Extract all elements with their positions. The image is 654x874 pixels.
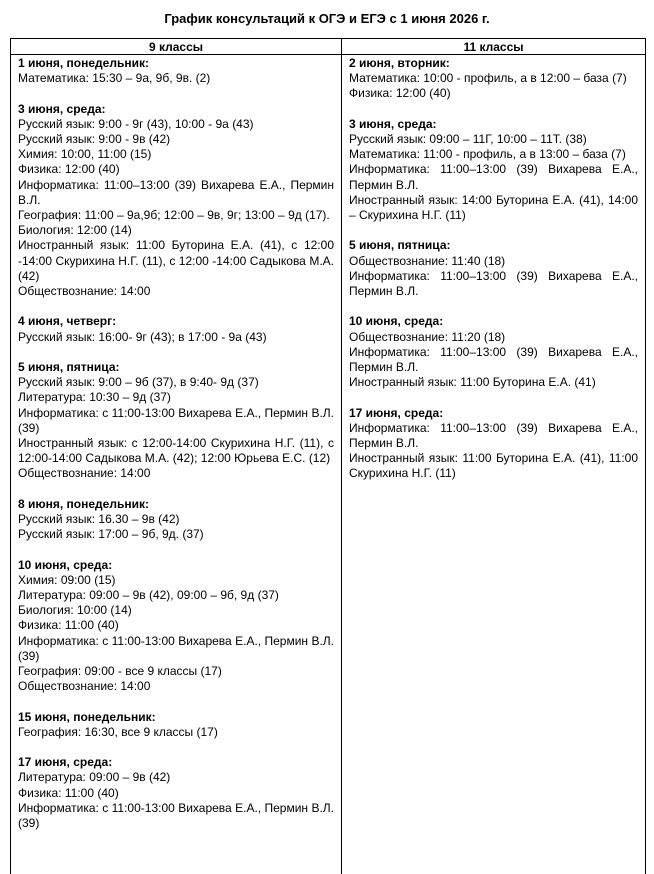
day-heading: 2 июня, вторник:: [349, 56, 638, 71]
schedule-entry: Математика: 15:30 – 9а, 9б, 9в. (2): [18, 71, 334, 86]
day-heading: 3 июня, среда:: [18, 102, 334, 117]
schedule-entry: Физика: 11:00 (40): [18, 618, 334, 633]
column-header-9: 9 классы: [11, 39, 342, 55]
day-block: [18, 497, 334, 543]
schedule-entry: Иностранный язык: 11:00 Буторина Е.А. (41), 11:00 Скурихина Н.Г. (11): [349, 451, 638, 481]
day-heading: 3 июня, среда:: [349, 117, 638, 132]
day-heading: 1 июня, понедельник:: [18, 56, 334, 71]
schedule-table: [10, 38, 646, 874]
day-block: [349, 117, 638, 223]
day-heading: 5 июня, пятница:: [18, 360, 334, 375]
column-11-cell: [342, 55, 646, 874]
day-heading: 5 июня, пятница:: [349, 238, 638, 253]
page-title: График консультаций к ОГЭ и ЕГЭ с 1 июня 2026 г.: [0, 11, 654, 26]
schedule-entry: Информатика: 11:00–13:00 (39) Вихарева Е.А., Пермин В.Л.: [349, 162, 638, 192]
day-heading: 15 июня, понедельник:: [18, 710, 334, 725]
schedule-entry: Русский язык: 09:00 – 11Г, 10:00 – 11Т. (38): [349, 132, 638, 147]
day-block: [18, 314, 334, 344]
schedule-entry: Обществознание: 14:00: [18, 284, 334, 299]
schedule-entry: Обществознание: 11:20 (18): [349, 330, 638, 345]
schedule-entry: Русский язык: 9:00 – 9б (37), в 9:40- 9д (37): [18, 375, 334, 390]
schedule-entry: Математика: 10:00 - профиль, а в 12:00 – база (7): [349, 71, 638, 86]
schedule-entry: Иностранный язык: 11:00 Буторина Е.А. (41): [349, 375, 638, 390]
schedule-entry: Обществознание: 11:40 (18): [349, 254, 638, 269]
schedule-entry: Иностранный язык: 11:00 Буторина Е.А. (41), с 12:00 -14:00 Скурихина Н.Г. (11), с 12:00 -14:00 Садыкова М.А. (42): [18, 238, 334, 284]
schedule-entry: Физика: 11:00 (40): [18, 786, 334, 801]
schedule-entry: Русский язык: 9:00 - 9в (42): [18, 132, 334, 147]
day-heading: 17 июня, среда:: [18, 755, 334, 770]
schedule-entry: Химия: 10:00, 11:00 (15): [18, 147, 334, 162]
schedule-entry: Математика: 11:00 - профиль, а в 13:00 – база (7): [349, 147, 638, 162]
schedule-entry: Информатика: с 11:00-13:00 Вихарева Е.А., Пермин В.Л. (39): [18, 406, 334, 436]
day-block: [18, 102, 334, 300]
schedule-entry: Физика: 12:00 (40): [349, 86, 638, 101]
day-block: [349, 314, 638, 390]
schedule-entry: Русский язык: 17:00 – 9б, 9д. (37): [18, 527, 334, 542]
schedule-entry: Информатика: 11:00–13:00 (39) Вихарева Е.А., Пермин В.Л.: [349, 269, 638, 299]
day-block: [18, 360, 334, 482]
schedule-entry: Информатика: 11:00–13:00 (39) Вихарева Е.А., Пермин В.Л.: [349, 345, 638, 375]
schedule-entry: Иностранный язык: 14:00 Буторина Е.А. (41), 14:00 – Скурихина Н.Г. (11): [349, 193, 638, 223]
schedule-entry: Литература: 09:00 – 9в (42): [18, 770, 334, 785]
column-11-content: [349, 56, 638, 874]
day-block: [349, 56, 638, 102]
day-block: [18, 56, 334, 86]
day-heading: 10 июня, среда:: [18, 558, 334, 573]
column-header-11: 11 классы: [342, 39, 646, 55]
schedule-entry: Иностранный язык: с 12:00-14:00 Скурихина Н.Г. (11), с 12:00-14:00 Садыкова М.А. (42); 12:00 Юрьева Е.С. (12): [18, 436, 334, 466]
schedule-entry: География: 16:30, все 9 классы (17): [18, 725, 334, 740]
schedule-entry: Химия: 09:00 (15): [18, 573, 334, 588]
column-9-cell: [11, 55, 342, 874]
schedule-entry: Информатика: 11:00–13:00 (39) Вихарева Е.А., Пермин В.Л.: [18, 178, 334, 208]
schedule-entry: Литература: 10:30 – 9д (37): [18, 390, 334, 405]
day-heading: 10 июня, среда:: [349, 314, 638, 329]
schedule-entry: Обществознание: 14:00: [18, 679, 334, 694]
day-block: [349, 238, 638, 299]
day-heading: 17 июня, среда:: [349, 406, 638, 421]
schedule-entry: Русский язык: 16.30 – 9в (42): [18, 512, 334, 527]
day-block: [18, 755, 334, 831]
day-block: [18, 710, 334, 740]
schedule-entry: Русский язык: 9:00 - 9г (43), 10:00 - 9а (43): [18, 117, 334, 132]
schedule-entry: Биология: 12:00 (14): [18, 223, 334, 238]
schedule-entry: Информатика: с 11:00-13:00 Вихарева Е.А., Пермин В.Л. (39): [18, 634, 334, 664]
day-block: [18, 558, 334, 695]
table-header-row: [11, 39, 646, 55]
schedule-entry: Биология: 10:00 (14): [18, 603, 334, 618]
schedule-entry: Обществознание: 14:00: [18, 466, 334, 481]
table-body-row: [11, 55, 646, 874]
schedule-entry: Информатика: с 11:00-13:00 Вихарева Е.А., Пермин В.Л. (39): [18, 801, 334, 831]
day-heading: 4 июня, четверг:: [18, 314, 334, 329]
column-9-content: [18, 56, 334, 874]
schedule-entry: Информатика: 11:00–13:00 (39) Вихарева Е.А., Пермин В.Л.: [349, 421, 638, 451]
schedule-entry: Русский язык: 16:00- 9г (43); в 17:00 - 9а (43): [18, 330, 334, 345]
day-block: [349, 406, 638, 482]
schedule-entry: География: 11:00 – 9а,9б; 12:00 – 9в, 9г; 13:00 – 9д (17).: [18, 208, 334, 223]
schedule-entry: Литература: 09:00 – 9в (42), 09:00 – 9б, 9д (37): [18, 588, 334, 603]
schedule-entry: География: 09:00 - все 9 классы (17): [18, 664, 334, 679]
schedule-entry: Физика: 12:00 (40): [18, 162, 334, 177]
day-heading: 8 июня, понедельник:: [18, 497, 334, 512]
